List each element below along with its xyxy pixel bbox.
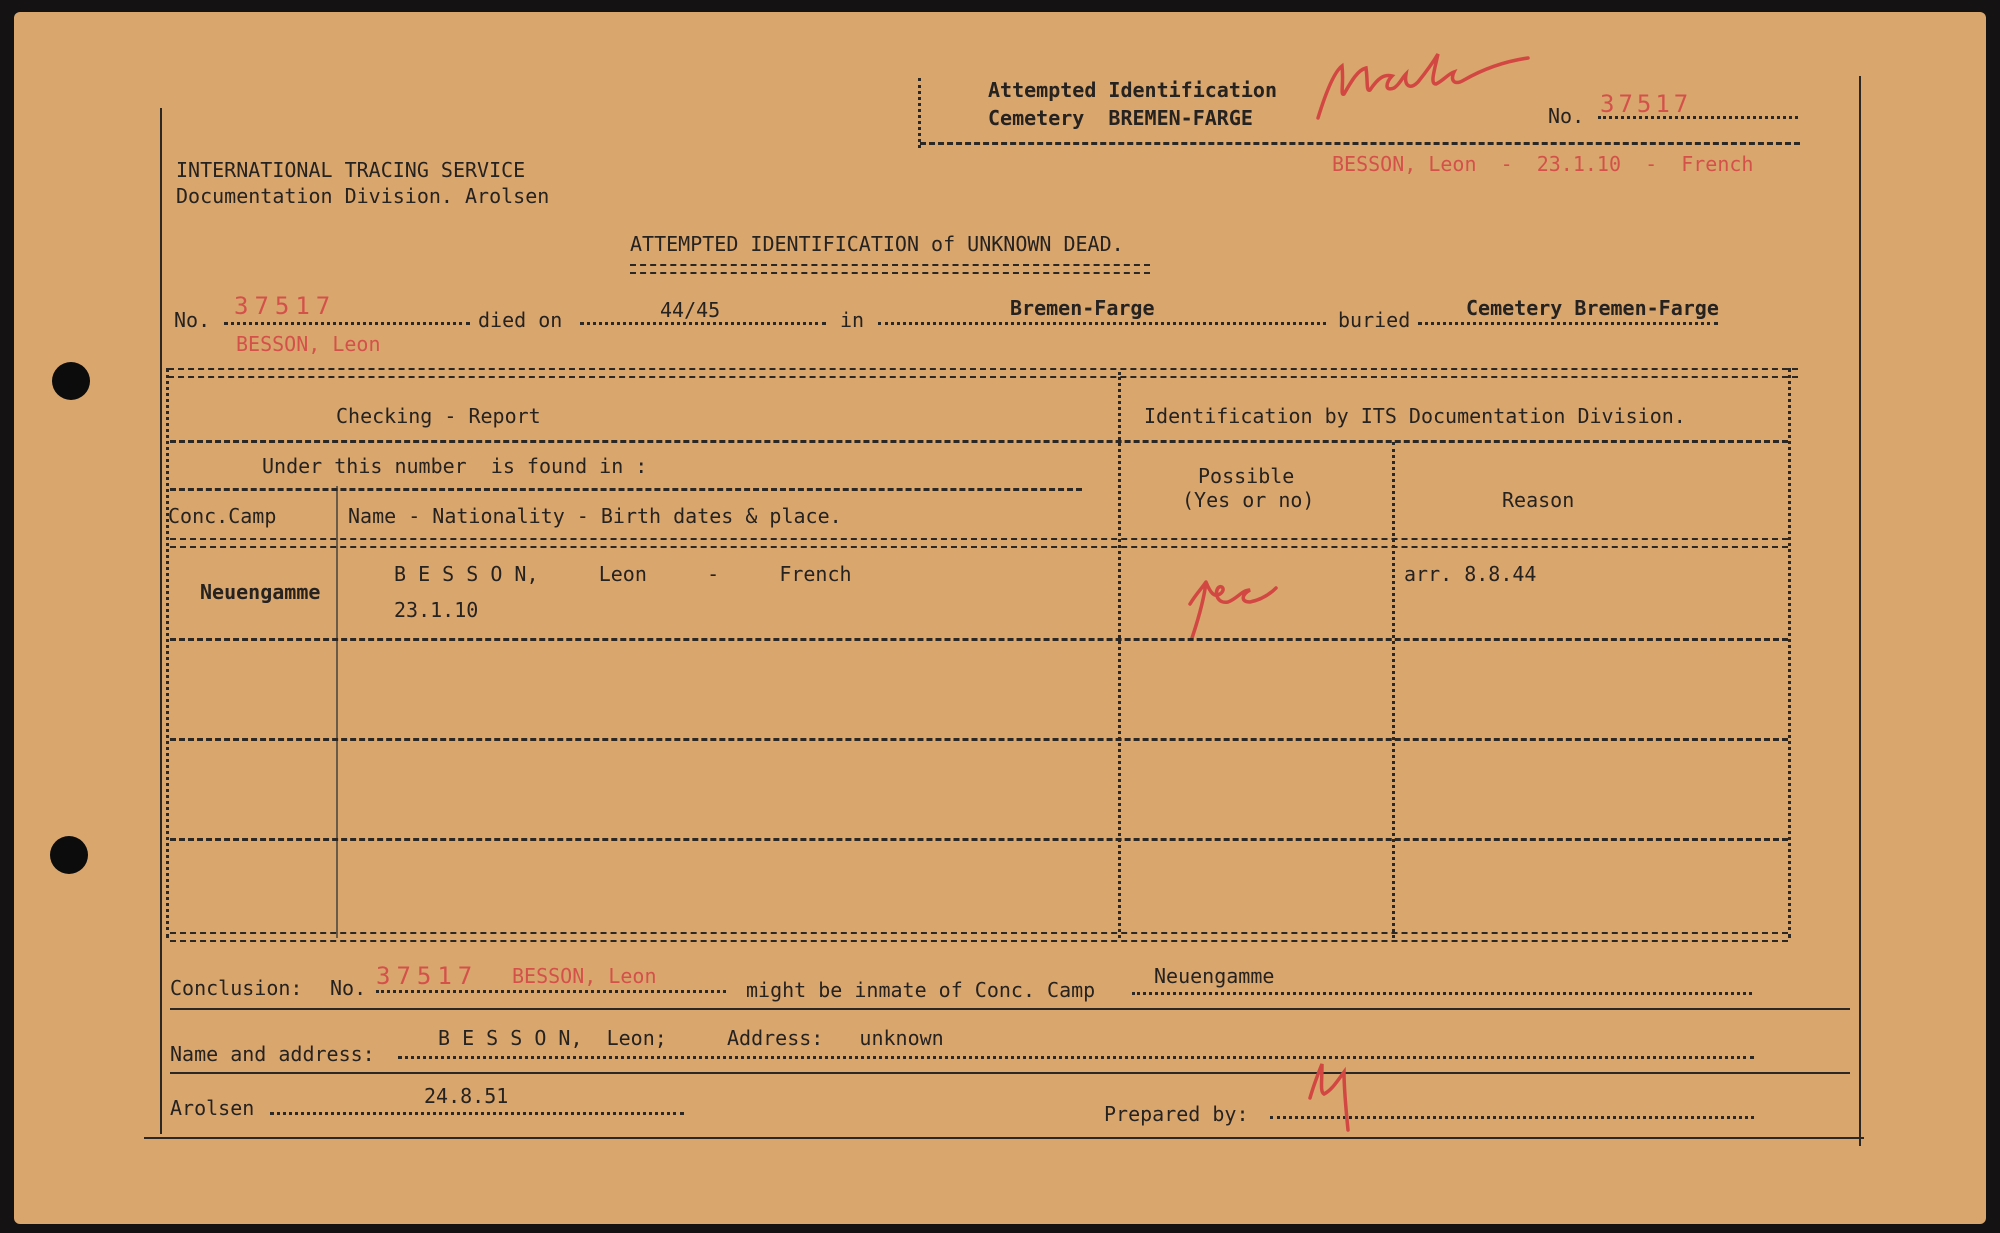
col-name-header: Name - Nationality - Birth dates & place. bbox=[348, 504, 842, 528]
died-label: died on bbox=[478, 308, 563, 332]
form-title: ATTEMPTED IDENTIFICATION of UNKNOWN DEAD. bbox=[630, 232, 1124, 256]
org-line-1: INTERNATIONAL TRACING SERVICE bbox=[176, 158, 526, 182]
top-no-label: No. bbox=[1548, 104, 1585, 128]
col-possible-header-2: (Yes or no) bbox=[1182, 488, 1315, 512]
col-reason-header: Reason bbox=[1502, 488, 1575, 512]
record-no-label: No. bbox=[174, 308, 211, 332]
org-line-2: Documentation Division. Arolsen bbox=[176, 184, 550, 208]
identification-header: Identification by ITS Documentation Division. bbox=[1144, 404, 1686, 428]
frame-left-line bbox=[160, 108, 162, 1134]
under-number-text: Under this number is found in : bbox=[262, 454, 648, 478]
top-no-value: 37517 bbox=[1600, 90, 1693, 118]
died-value: 44/45 bbox=[660, 298, 721, 322]
stamp-border-left bbox=[918, 78, 921, 148]
table-bottom-border bbox=[170, 932, 1788, 942]
in-value: Bremen-Farge bbox=[1010, 296, 1155, 320]
under-number-divider bbox=[170, 488, 1082, 491]
punch-hole-bottom bbox=[50, 836, 88, 874]
subject-line: BESSON, Leon - 23.1.10 - French bbox=[1332, 152, 1754, 176]
table-divider-possible bbox=[1392, 442, 1395, 938]
name-address-dots bbox=[398, 1056, 1754, 1059]
died-dots bbox=[580, 322, 826, 325]
table-row-divider-3 bbox=[170, 838, 1788, 841]
conclusion-name: BESSON, Leon bbox=[512, 964, 657, 988]
frame-right-line bbox=[1859, 76, 1861, 1146]
handwritten-made bbox=[1314, 44, 1534, 124]
prepared-by-label: Prepared by: bbox=[1104, 1102, 1249, 1126]
punch-hole-top bbox=[52, 362, 90, 400]
table-header-divider bbox=[170, 440, 1788, 443]
name-address-underline bbox=[170, 1072, 1850, 1074]
table-row-reason: arr. 8.8.44 bbox=[1404, 562, 1537, 586]
preparer-initials bbox=[1304, 1054, 1364, 1134]
table-top-border bbox=[168, 368, 1798, 378]
table-row-divider-2 bbox=[170, 738, 1788, 741]
record-no-value: 37517 bbox=[234, 292, 337, 320]
frame-bottom-line bbox=[144, 1137, 1864, 1139]
stamp-line-1: Attempted Identification bbox=[988, 78, 1277, 102]
conclusion-no-dots bbox=[376, 990, 726, 993]
name-address-value: B E S S O N, Leon; Address: unknown bbox=[438, 1026, 944, 1050]
buried-label: buried bbox=[1338, 308, 1411, 332]
conclusion-no-value: 37517 bbox=[376, 962, 479, 990]
name-address-label: Name and address: bbox=[170, 1042, 375, 1066]
conclusion-camp: Neuengamme bbox=[1154, 964, 1275, 988]
checking-report-header: Checking - Report bbox=[336, 404, 541, 428]
form-title-underline bbox=[630, 264, 1150, 274]
table-row-birthdate: 23.1.10 bbox=[394, 598, 479, 622]
conclusion-camp-dots bbox=[1132, 992, 1752, 995]
table-row-name: B E S S O N, Leon - French bbox=[394, 562, 852, 586]
index-card bbox=[14, 12, 1986, 1224]
table-divider-camp bbox=[336, 486, 338, 938]
conclusion-text: might be inmate of Conc. Camp bbox=[746, 978, 1096, 1002]
place-label: Arolsen bbox=[170, 1096, 255, 1120]
place-dots bbox=[270, 1112, 684, 1115]
buried-dots bbox=[1418, 322, 1718, 325]
table-divider-main bbox=[1118, 372, 1121, 938]
conclusion-no-label: No. bbox=[330, 976, 367, 1000]
record-name: BESSON, Leon bbox=[236, 332, 381, 356]
col-camp-header: Conc.Camp bbox=[168, 504, 277, 528]
record-no-dots bbox=[224, 322, 470, 325]
footer-date: 24.8.51 bbox=[424, 1084, 509, 1108]
buried-value: Cemetery Bremen-Farge bbox=[1466, 296, 1719, 320]
table-left-border bbox=[166, 368, 169, 938]
table-row-camp: Neuengamme bbox=[200, 580, 321, 604]
in-dots bbox=[878, 322, 1326, 325]
conclusion-label: Conclusion: bbox=[170, 976, 303, 1000]
conclusion-underline bbox=[170, 1008, 1850, 1010]
handwritten-yes bbox=[1180, 564, 1290, 644]
table-row-divider-1 bbox=[170, 638, 1788, 641]
stamp-border-bottom bbox=[920, 142, 1800, 145]
table-right-border bbox=[1788, 368, 1791, 938]
col-possible-header-1: Possible bbox=[1198, 464, 1295, 488]
table-column-header-divider bbox=[170, 538, 1788, 548]
stamp-line-2: Cemetery BREMEN-FARGE bbox=[988, 106, 1253, 130]
in-label: in bbox=[840, 308, 865, 332]
